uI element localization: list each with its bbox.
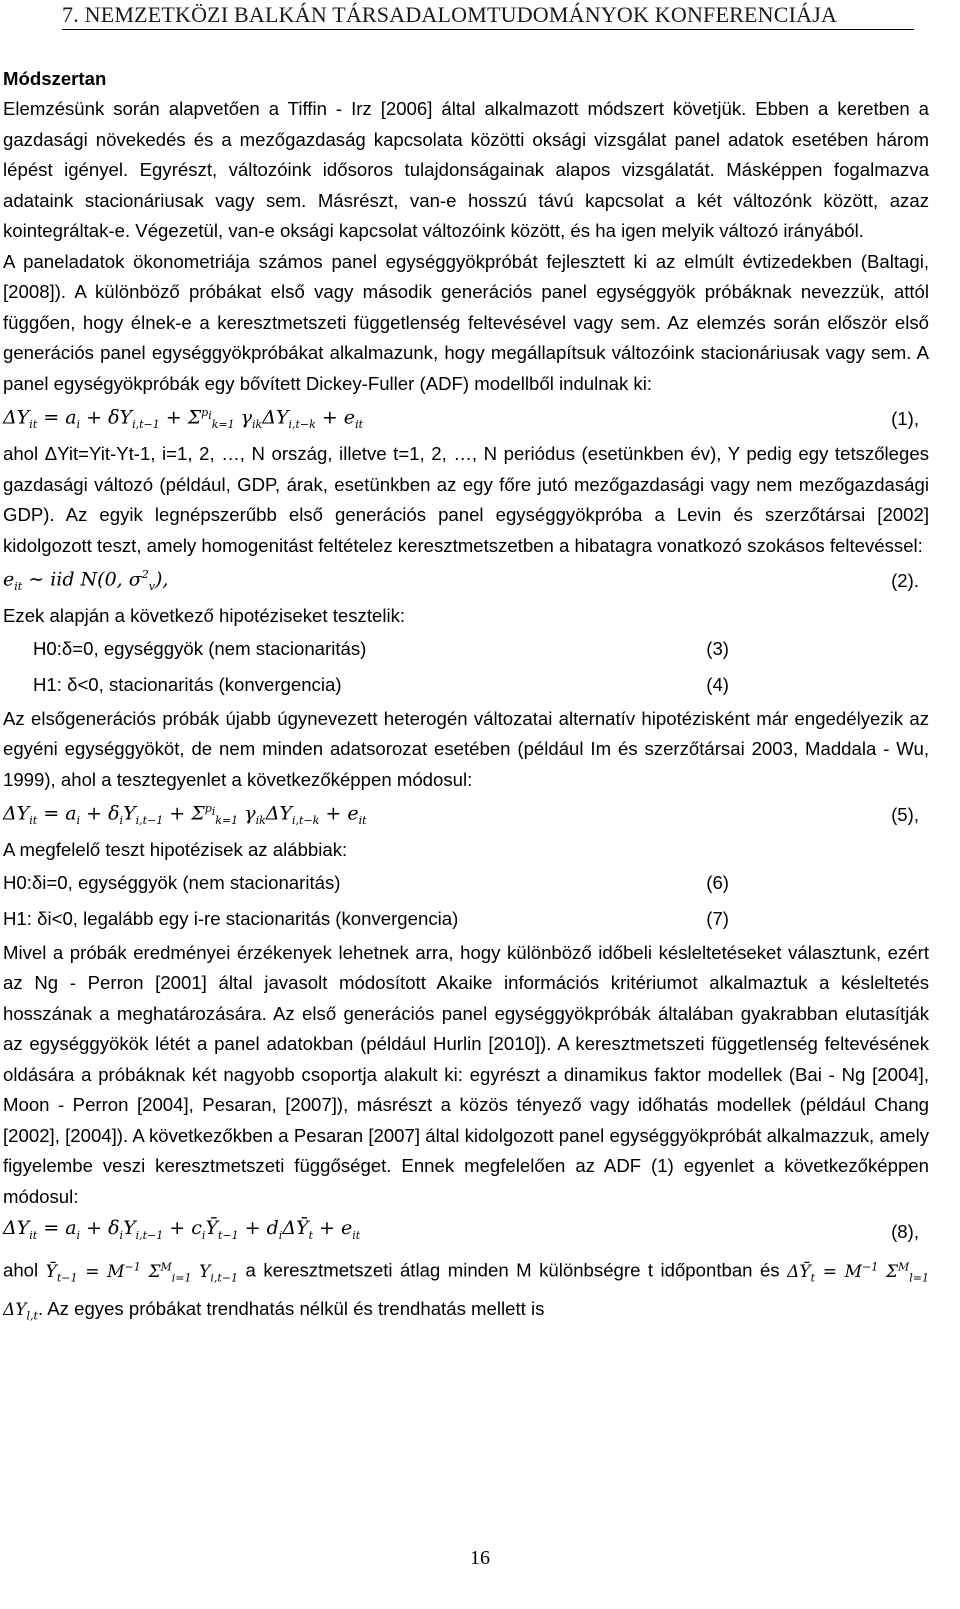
- paragraph-7: Mivel a próbák eredményei érzékenyek lehetnek arra, hogy különböző időbeli késleltetéseket választunk, ezért az Ng - Perron [2001] által javasolt módosított Akaike információs kritériumot alkalmaztuk a késleltetés hosszának a meghatározására. Az első generációs panel egységgyökpróbák általában gyakrabban elutasítják az egységgyökök létét a panel adatokban (például Hurlin [2010]). A keresztmetszeti függetlenség feltevésének oldására a próbáknak két nagyobb csoportja alakult ki: egyrészt a dinamikus faktor modellek (Bai - Ng [2004], Moon - Perron [2004], Pesaran, [2007]), másrészt a közös tényező vagy időhatás modellek (például Chang [2002], [2004]). A következőkben a Pesaran [2007] által kidolgozott panel egységgyökpróbát alkalmazzuk, amely figyelembe veszi keresztmetszeti függőséget. Ennek megfelelően az ADF (1) egyenlet a következőképpen módosul:: [3, 941, 929, 1207]
- hypothesis-4: H1: δ<0, stacionaritás (konvergencia) (4): [33, 674, 729, 696]
- equation-8: [3, 1212, 929, 1252]
- equation-2-number: (2).: [891, 569, 919, 591]
- paragraph-2: A paneladatok ökonometriája számos panel egységgyökpróbát fejlesztett ki az elmúlt évtizedekben (Baltagi, [2008]). A különböző próbákat első vagy második generációs panel egységgyök próbáknak nevezzük, attól függően, hogy élnek-e a keresztmetszeti függetlenség feltevésével vagy sem. Az elemzés során először első generációs panel egységgyökpróbákat alkalmazunk, hogy megállapítsuk változóink stacionáriusak vagy sem. A panel egységyökpróbák egy bővített Dickey-Fuller (ADF) modellből indulnak ki:: [3, 250, 929, 394]
- equation-5-number: (5),: [891, 803, 919, 825]
- equation-5: [3, 795, 929, 835]
- mean-definition: $Ȳ_{t-1} = M^{-1}$ $\Sigma^M_{i=1}$ $Y_{i,t-1}$: [45, 1260, 239, 1285]
- paragraph-1: Elemzésünk során alapvetően a Tiffin - Irz [2006] által alkalmazott módszert követjük. Ebben a keretben a gazdasági növekedés és a mezőgazdaság kapcsolata közötti oksági vizsgálat panel adatok esetében három lépést igényel. Egyrészt, változóink idősoros tulajdonságainak alapos vizsgálatát. Másképpen fogalmazva adataink stacionáriusak vagy sem. Másrészt, van-e hosszú távú kapcsolat a két változónk között, azaz kointegráltak-e. Végezetül, van-e oksági kapcsolat változóink között, és ha igen melyik változó irányából.: [3, 98, 929, 241]
- equation-8-formula: $\Delta Y_{it} = a_i + \delta_iY_{i,t-1}$ + $c_iȲ_{t-1}$ + $d_i\Delta Ȳ_t + e_{it}$: [3, 1216, 361, 1242]
- running-header: 7. NEMZETKÖZI BALKÁN TÁRSADALOMTUDOMÁNYOK KONFERENCIÁJA: [62, 2, 838, 27]
- hypothesis-7: H1: δi<0, legalább egy i-re stacionaritás (konvergencia) (7): [3, 908, 729, 930]
- header-rule: [62, 29, 914, 30]
- page-number: 16: [470, 1547, 490, 1569]
- equation-1-formula: $\Delta Y_{it} = a_i + \delta Y_{i,t-1} + \Sigma^{p_i}_{k=1}$ $\gamma_{ik}\Delta Y_{i,t-k} + e_{it}$: [3, 405, 364, 431]
- equation-2: [3, 561, 929, 601]
- hypothesis-3: H0:δ=0, egységgyök (nem stacionaritás) (3): [33, 638, 729, 660]
- paragraph-4: Ezek alapján a következő hipotéziseket tesztelik:: [3, 605, 406, 626]
- equation-1-number: (1),: [891, 407, 919, 429]
- paragraph-3: ahol ΔYit=Yit-Yt-1, i=1, 2, …, N ország, illetve t=1, 2, …, N periódus (esetünkben év), Y pedig egy tetszőleges gazdasági változó (például, GDP, árak, esetünkben az egy főre jutó mezőgazdasági vagy nem mezőgazdasági GDP). Az egyik legnépszerűbb első generációs panel egységgyökpróba a Levin és szerzőtársai [2002] kidolgozott teszt, amely homogenitást feltételez keresztmetszetben a hibatagra vonatkozó szokásos feltevéssel:: [3, 443, 929, 556]
- paragraph-6: A megfelelő teszt hipotézisek az alábbiak:: [3, 839, 348, 860]
- equation-2-formula: $e_{it}$ ∼ iid N(0, $\sigma^2_v$),: [3, 567, 169, 593]
- paragraph-5: Az elsőgenerációs próbák újabb úgynevezett heterogén változatai alternatív hipotézisként már engedélyezik az egyéni egységgyököt, de nem minden adatsorozat esetében (például Im és szerzőtársai 2003, Maddala - Wu, 1999), ahol a tesztegyenlet a következőképpen módosul:: [3, 707, 929, 790]
- delta-mean-definition: $\Delta Ȳ_t = M^{-1}$ $\Sigma^M_{l=1}$ $\Delta Y_{l,t}$: [3, 1260, 929, 1322]
- equation-8-number: (8),: [891, 1220, 919, 1242]
- hypothesis-6: H0:δi=0, egységgyök (nem stacionaritás) (6): [3, 872, 729, 894]
- section-title: Módszertan: [3, 68, 107, 89]
- document-body: [3, 64, 929, 1331]
- paragraph-8: ahol $Ȳ_{t-1} = M^{-1}$ $\Sigma^M_{i=1}$ $Y_{i,t-1}$ a keresztmetszeti átlag minden M különbségre t időpontban és $\Delta Ȳ_t = M^{-1}$ $\Sigma^M_{l=1}$ $\Delta Y_{l,t}$. Az egyes próbákat trendhatás nélkül és trendhatás mellett is: [3, 1259, 929, 1322]
- equation-1: [3, 399, 929, 439]
- equation-5-formula: $\Delta Y_{it} = a_i + \delta_iY_{i,t-1} + \Sigma^{p_i}_{k=1}$ $\gamma_{ik}\Delta Y_{i,t-k} + e_{it}$: [3, 801, 367, 827]
